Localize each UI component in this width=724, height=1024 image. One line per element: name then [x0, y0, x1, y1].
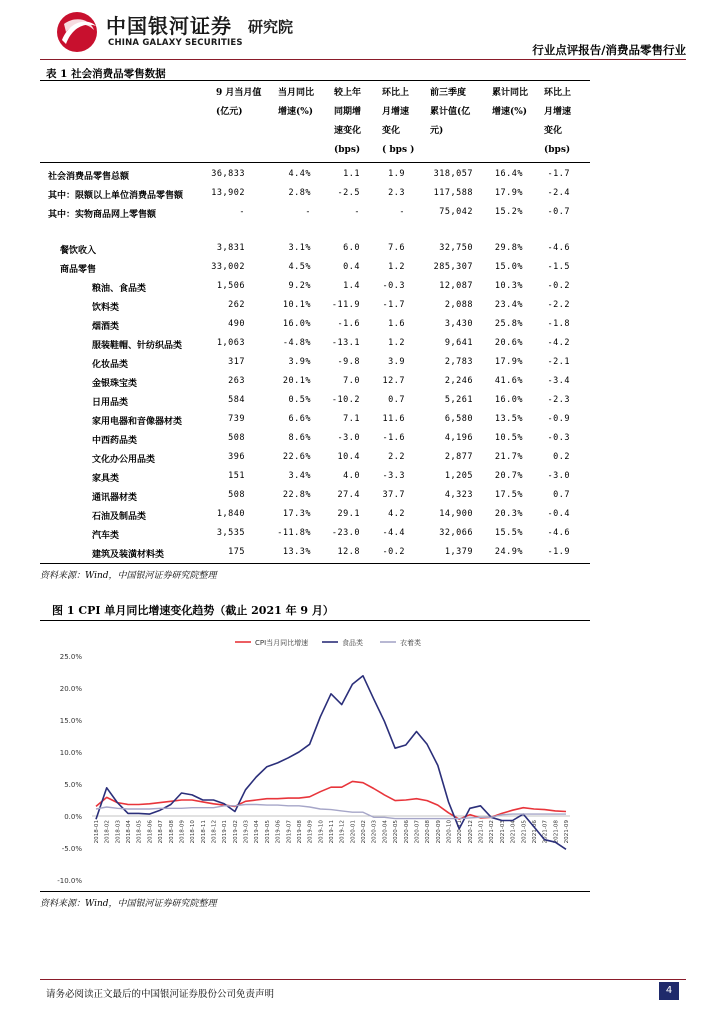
y-tick-label: 20.0%: [59, 685, 82, 693]
table-row: [40, 278, 590, 296]
x-tick-label: 2020-10: [446, 820, 453, 844]
brand-name-en: CHINA GALAXY SECURITIES: [108, 38, 243, 48]
row-label: 粮油、食品类: [92, 284, 147, 294]
table-cell: -0.9: [547, 414, 570, 424]
x-tick-label: 2018-09: [179, 820, 186, 844]
table-cell: 739: [228, 414, 245, 424]
table-cell: 37.7: [382, 490, 405, 500]
column-header-line: 月增速: [382, 107, 410, 117]
table-cell: -: [239, 207, 245, 217]
column-header: [334, 84, 361, 160]
x-tick-label: 2020-07: [414, 820, 421, 844]
table-cell: 1,205: [444, 471, 473, 481]
table-cell: 508: [228, 490, 245, 500]
table-cell: 8.6%: [288, 433, 311, 443]
table-cell: 2.2: [388, 452, 405, 462]
figure-bottom-rule: [40, 891, 590, 892]
table-cell: 1,379: [444, 547, 473, 557]
table-cell: -2.1: [547, 357, 570, 367]
x-tick-label: 2019-12: [339, 820, 346, 844]
table-cell: 11.6: [382, 414, 405, 424]
row-label: 文化办公用品类: [92, 455, 156, 465]
table-cell: 4.2: [388, 509, 405, 519]
row-label: 汽车类: [92, 531, 120, 541]
table-cell: 7.0: [343, 376, 360, 386]
table-cell: 20.1%: [282, 376, 311, 386]
x-tick-label: 2018-12: [211, 820, 218, 844]
table-row: [40, 259, 590, 277]
table-cell: 12,087: [439, 281, 473, 291]
column-header-line: 环比上: [544, 88, 572, 98]
table-cell: 1,506: [216, 281, 245, 291]
x-tick-label: 2021-03: [499, 820, 506, 844]
table-cell: 33,002: [211, 262, 245, 272]
table-cell: 4.4%: [288, 169, 311, 179]
column-header-line: 元): [430, 126, 444, 136]
row-label: 家用电器和音像器材类: [92, 417, 183, 427]
header-divider: [40, 59, 686, 60]
column-header: [492, 84, 528, 122]
figure-source: 资料来源：Wind，中国银河证券研究院整理: [40, 899, 217, 909]
x-tick-label: 2020-12: [467, 820, 474, 844]
brand-name-cn: 中国银河证券: [106, 14, 232, 38]
x-tick-label: 2019-01: [222, 820, 229, 844]
table-cell: 175: [228, 547, 245, 557]
table-cell: 23.4%: [494, 300, 523, 310]
column-header: [382, 84, 414, 160]
column-header-line: 累计同比: [492, 88, 529, 98]
table-cell: 13.5%: [494, 414, 523, 424]
table-cell: 20.3%: [494, 509, 523, 519]
table-top-rule: [40, 80, 590, 81]
table-cell: 317: [228, 357, 245, 367]
figure-title: 图 1 CPI 单月同比增速变化趋势（截止 2021 年 9 月）: [52, 604, 334, 617]
row-label: 家具类: [92, 474, 120, 484]
row-label: 石油及制品类: [92, 512, 147, 522]
column-header-line: (亿元): [216, 107, 243, 117]
table-cell: 4.5%: [288, 262, 311, 272]
table-cell: 3.4%: [288, 471, 311, 481]
table-cell: 29.8%: [494, 243, 523, 253]
table-cell: -2.5: [337, 188, 360, 198]
y-tick-label: -10.0%: [57, 877, 82, 885]
y-tick-label: 0.0%: [64, 813, 82, 821]
x-tick-label: 2021-09: [564, 820, 570, 844]
table-cell: 41.6%: [494, 376, 523, 386]
series-line: [96, 781, 566, 819]
column-header-line: 速变化: [334, 126, 362, 136]
x-tick-label: 2018-05: [136, 820, 143, 844]
column-header-line: 当月同比: [278, 88, 315, 98]
table-row: [40, 297, 590, 315]
table-cell: 1.1: [343, 169, 360, 179]
table-cell: 75,042: [439, 207, 473, 217]
table-cell: -2.2: [547, 300, 570, 310]
x-tick-label: 2021-06: [531, 820, 538, 844]
row-label: 建筑及装潢材料类: [92, 550, 165, 560]
table-row: [40, 411, 590, 429]
table-row: [40, 185, 590, 203]
table-cell: 13.3%: [282, 547, 311, 557]
table-cell: 3.9: [388, 357, 405, 367]
table-cell: 10.4: [337, 452, 360, 462]
table-cell: 6.0: [343, 243, 360, 253]
table-cell: 17.9%: [494, 188, 523, 198]
x-tick-label: 2020-03: [371, 820, 378, 844]
table-cell: -0.3: [382, 281, 405, 291]
table-cell: 2,088: [444, 300, 473, 310]
x-tick-label: 2019-05: [264, 820, 271, 844]
table-cell: 1.2: [388, 262, 405, 272]
x-tick-label: 2020-01: [350, 820, 357, 844]
x-tick-label: 2019-11: [329, 820, 335, 844]
table-cell: -4.4: [382, 528, 405, 538]
table-row: [40, 392, 590, 410]
table-cell: 3,831: [216, 243, 245, 253]
y-tick-label: 25.0%: [59, 653, 82, 661]
table-cell: -1.9: [547, 547, 570, 557]
table-cell: 15.5%: [494, 528, 523, 538]
x-tick-label: 2020-09: [435, 820, 442, 844]
column-header-line: 前三季度: [430, 88, 467, 98]
table-row: [40, 506, 590, 524]
table-cell: -2.3: [547, 395, 570, 405]
y-tick-label: 10.0%: [59, 749, 82, 757]
table-cell: -: [305, 207, 311, 217]
y-tick-label: 15.0%: [59, 717, 82, 725]
table-cell: 12.8: [337, 547, 360, 557]
table-cell: 6,580: [444, 414, 473, 424]
table-cell: 1.2: [388, 338, 405, 348]
table-cell: 0.5%: [288, 395, 311, 405]
x-tick-label: 2018-02: [104, 820, 111, 844]
column-header-line: 累计值(亿: [430, 107, 471, 117]
table-cell: 2.3: [388, 188, 405, 198]
report-category: 行业点评报告/消费品零售行业: [532, 43, 686, 57]
table-cell: 1,840: [216, 509, 245, 519]
column-header-line: (bps): [334, 145, 361, 155]
column-header: [278, 84, 314, 122]
table-cell: 20.7%: [494, 471, 523, 481]
table-row: [40, 166, 590, 184]
table-cell: 24.9%: [494, 547, 523, 557]
table-cell: 22.8%: [282, 490, 311, 500]
table-row: [40, 468, 590, 486]
column-header-line: 9 月当月值: [216, 88, 262, 98]
table-cell: -1.8: [547, 319, 570, 329]
row-label: 饮料类: [92, 303, 120, 313]
footer-divider: [40, 979, 686, 980]
galaxy-logo-icon: [54, 10, 100, 54]
column-header-line: ( bps ): [382, 145, 415, 155]
y-tick-label: 5.0%: [64, 781, 82, 789]
table-cell: 117,588: [433, 188, 473, 198]
table-cell: 10.5%: [494, 433, 523, 443]
row-label: 日用品类: [92, 398, 129, 408]
table-cell: -0.7: [547, 207, 570, 217]
legend-label: CPI当月同比增速: [255, 639, 309, 647]
row-label: 中西药品类: [92, 436, 138, 446]
table-cell: -: [354, 207, 360, 217]
table-cell: 3,430: [444, 319, 473, 329]
table-cell: 508: [228, 433, 245, 443]
table-cell: 17.5%: [494, 490, 523, 500]
table-cell: -3.0: [547, 471, 570, 481]
table-cell: 285,307: [433, 262, 473, 272]
table-cell: 584: [228, 395, 245, 405]
column-header-line: 较上年: [334, 88, 362, 98]
table-cell: -3.4: [547, 376, 570, 386]
row-label: 服装鞋帽、针纺织品类: [92, 341, 183, 351]
table-cell: 0.7: [553, 490, 570, 500]
table-cell: 5,261: [444, 395, 473, 405]
table-cell: 151: [228, 471, 245, 481]
cpi-line-chart: [40, 622, 585, 890]
table-cell: 21.7%: [494, 452, 523, 462]
column-header-line: 环比上: [382, 88, 410, 98]
table-cell: 490: [228, 319, 245, 329]
table-cell: 32,066: [439, 528, 473, 538]
table-cell: -1.7: [547, 169, 570, 179]
x-tick-label: 2018-11: [200, 820, 207, 844]
table-row: [40, 335, 590, 353]
table-cell: 2,877: [444, 452, 473, 462]
column-header-line: 变化: [382, 126, 401, 136]
table-cell: 10.3%: [494, 281, 523, 291]
table-cell: -1.5: [547, 262, 570, 272]
table-bottom-rule: [40, 563, 590, 564]
table-cell: 4,196: [444, 433, 473, 443]
table-cell: -4.8%: [282, 338, 311, 348]
table-cell: 29.1: [337, 509, 360, 519]
row-label: 烟酒类: [92, 322, 120, 332]
table-row: [40, 316, 590, 334]
table-cell: 16.0%: [282, 319, 311, 329]
table-cell: 7.6: [388, 243, 405, 253]
table-cell: 2.8%: [288, 188, 311, 198]
table-cell: 20.6%: [494, 338, 523, 348]
x-tick-label: 2019-10: [318, 820, 325, 844]
x-tick-label: 2018-04: [126, 820, 133, 844]
x-tick-label: 2019-09: [307, 820, 314, 844]
x-tick-label: 2021-02: [489, 820, 496, 844]
table-cell: -4.6: [547, 243, 570, 253]
table-cell: -23.0: [331, 528, 360, 538]
column-header-line: 变化: [544, 126, 563, 136]
row-label: 通讯器材类: [92, 493, 138, 503]
table-cell: -3.0: [337, 433, 360, 443]
table-cell: 0.4: [343, 262, 360, 272]
row-label: 其中：限额以上单位消费品零售额: [48, 191, 184, 201]
table-source: 资料来源：Wind，中国银河证券研究院整理: [40, 571, 217, 581]
column-header: [430, 84, 470, 141]
table-cell: 25.8%: [494, 319, 523, 329]
table-cell: 12.7: [382, 376, 405, 386]
y-tick-label: -5.0%: [61, 845, 82, 853]
table-cell: 22.6%: [282, 452, 311, 462]
table-cell: 17.9%: [494, 357, 523, 367]
figure-top-rule: [40, 620, 590, 621]
x-tick-label: 2019-03: [243, 820, 250, 844]
x-tick-label: 2018-07: [158, 820, 165, 844]
footer-disclaimer: 请务必阅读正文最后的中国银河证券股份公司免责声明: [46, 989, 275, 1000]
table-cell: 3.1%: [288, 243, 311, 253]
x-tick-label: 2021-07: [542, 820, 549, 844]
x-tick-label: 2020-02: [361, 820, 368, 844]
table-cell: 318,057: [433, 169, 473, 179]
table-cell: -4.6: [547, 528, 570, 538]
x-tick-label: 2021-01: [478, 820, 485, 844]
table-cell: 2,246: [444, 376, 473, 386]
x-tick-label: 2020-11: [457, 820, 464, 844]
table-row: [40, 240, 590, 258]
table-cell: 2,783: [444, 357, 473, 367]
table-cell: 1,063: [216, 338, 245, 348]
x-tick-label: 2018-08: [168, 820, 175, 844]
x-tick-label: 2021-05: [521, 820, 528, 844]
x-tick-label: 2020-06: [403, 820, 410, 844]
row-label: 餐饮收入: [60, 246, 97, 256]
row-label: 其中：实物商品网上零售额: [48, 210, 157, 220]
table-cell: 16.0%: [494, 395, 523, 405]
table-cell: -11.8%: [277, 528, 311, 538]
table-cell: -2.4: [547, 188, 570, 198]
x-tick-label: 2019-02: [232, 820, 239, 844]
table-row: [40, 430, 590, 448]
table-cell: 3.9%: [288, 357, 311, 367]
table-cell: -1.7: [382, 300, 405, 310]
table-cell: 32,750: [439, 243, 473, 253]
table-cell: 9.2%: [288, 281, 311, 291]
x-tick-label: 2019-07: [286, 820, 293, 844]
brand-suffix: 研究院: [248, 18, 294, 36]
table-cell: -1.6: [337, 319, 360, 329]
column-header: [216, 84, 261, 122]
table-cell: -4.2: [547, 338, 570, 348]
table-cell: 1.4: [343, 281, 360, 291]
table-cell: 36,833: [211, 169, 245, 179]
x-tick-label: 2019-04: [254, 820, 261, 844]
legend-label: 食品类: [342, 639, 363, 647]
table-title: 表 1 社会消费品零售数据: [46, 68, 166, 80]
table-cell: -3.3: [382, 471, 405, 481]
table-cell: -11.9: [331, 300, 360, 310]
table-row: [40, 544, 590, 562]
table-row: [40, 525, 590, 543]
column-header-line: 同期增: [334, 107, 362, 117]
table-cell: 27.4: [337, 490, 360, 500]
table-cell: -1.6: [382, 433, 405, 443]
table-cell: 16.4%: [494, 169, 523, 179]
table-cell: 262: [228, 300, 245, 310]
row-label: 商品零售: [60, 265, 97, 275]
x-tick-label: 2020-08: [425, 820, 432, 844]
table-cell: 7.1: [343, 414, 360, 424]
table-cell: -13.1: [331, 338, 360, 348]
table-cell: -0.3: [547, 433, 570, 443]
table-cell: 0.2: [553, 452, 570, 462]
row-label: 化妆品类: [92, 360, 129, 370]
table-row: [40, 373, 590, 391]
table-row: [40, 449, 590, 467]
row-label: 金银珠宝类: [92, 379, 138, 389]
table-cell: -0.2: [382, 547, 405, 557]
row-label: 社会消费品零售总额: [48, 172, 130, 182]
table-cell: -9.8: [337, 357, 360, 367]
table-cell: 3,535: [216, 528, 245, 538]
x-tick-label: 2020-04: [382, 820, 389, 844]
x-tick-label: 2018-01: [94, 820, 100, 844]
table-cell: -: [399, 207, 405, 217]
table-cell: 6.6%: [288, 414, 311, 424]
table-header-rule: [40, 162, 590, 163]
x-tick-label: 2018-10: [190, 820, 197, 844]
page-number: 4: [659, 982, 679, 1000]
table-cell: -10.2: [331, 395, 360, 405]
table-cell: 396: [228, 452, 245, 462]
column-header-line: 增速(%): [278, 107, 314, 117]
x-tick-label: 2018-03: [115, 820, 122, 844]
table-cell: -0.2: [547, 281, 570, 291]
table-cell: 17.3%: [282, 509, 311, 519]
table-cell: 1.6: [388, 319, 405, 329]
legend-label: 衣着类: [400, 639, 421, 647]
table-cell: 9,641: [444, 338, 473, 348]
column-header-line: (bps): [544, 145, 571, 155]
table-cell: 4,323: [444, 490, 473, 500]
x-tick-label: 2021-04: [510, 820, 517, 844]
x-tick-label: 2019-08: [296, 820, 303, 844]
table-row: [40, 354, 590, 372]
x-tick-label: 2019-06: [275, 820, 282, 844]
column-header: [544, 84, 571, 160]
x-tick-label: 2018-06: [147, 820, 154, 844]
table-cell: -0.4: [547, 509, 570, 519]
column-header-line: 月增速: [544, 107, 572, 117]
table-cell: 1.9: [388, 169, 405, 179]
table-cell: 15.2%: [494, 207, 523, 217]
column-header-line: 增速(%): [492, 107, 528, 117]
x-tick-label: 2020-05: [393, 820, 400, 844]
table-cell: 0.7: [388, 395, 405, 405]
table-row: [40, 487, 590, 505]
x-tick-label: 2021-08: [553, 820, 560, 844]
table-cell: 263: [228, 376, 245, 386]
table-row: [40, 204, 590, 222]
table-cell: 4.0: [343, 471, 360, 481]
table-cell: 10.1%: [282, 300, 311, 310]
table-cell: 13,902: [211, 188, 245, 198]
table-cell: 14,900: [439, 509, 473, 519]
table-cell: 15.0%: [494, 262, 523, 272]
